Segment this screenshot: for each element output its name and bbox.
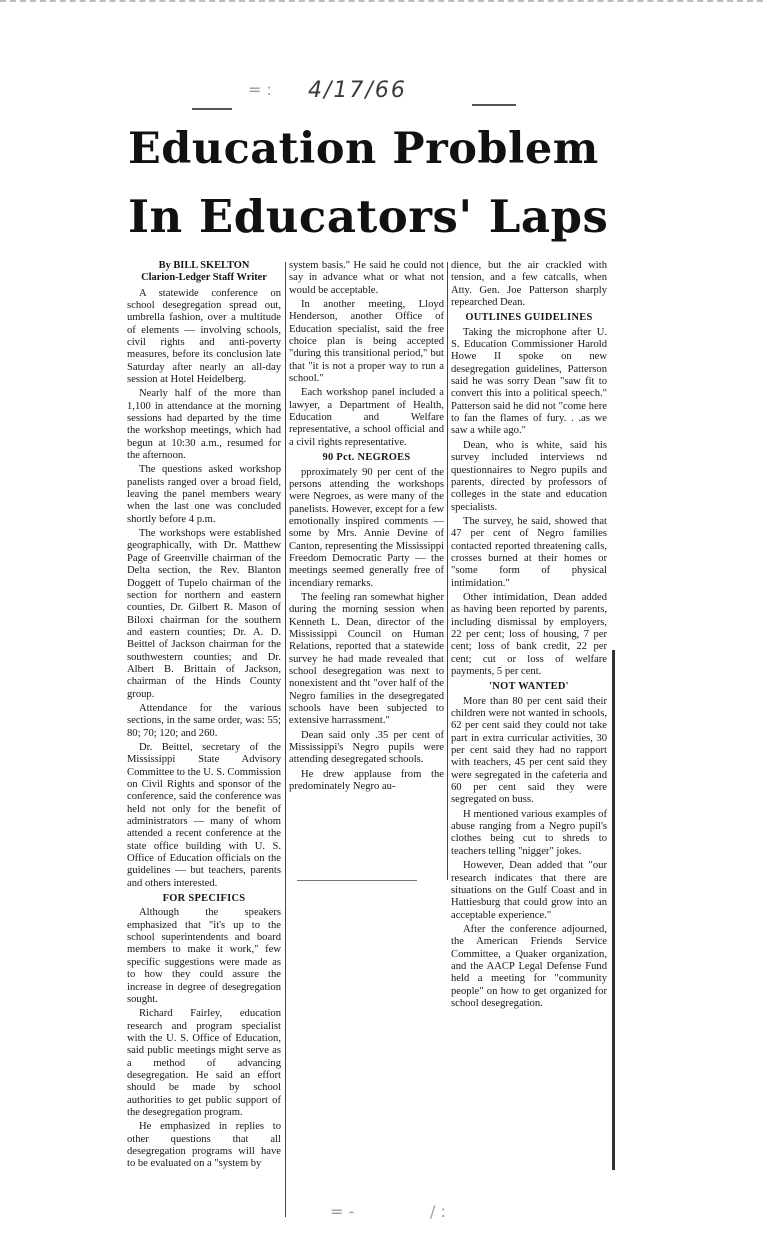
- clip-mark: [472, 104, 516, 106]
- paragraph: Taking the microphone after U. S. Education Commissioner Harold Howe II spoke on new desegregation guidelines, Patterson said he was sorry Dean "saw fit to convert this into a political speech." Patterson said he did not "come here to fan the flames of fury. . .as we saw a while ago.": [451, 326, 607, 437]
- paragraph: The feeling ran somewhat higher during the morning session when Kenneth L. Dean, director of the Mississippi Council on Human Relations, reported that a statewide survey he had made revealed that school desegregation was next to nonexistent and tht "over half of the Negro families in the desegregated schools have been subjected to extensive harrassment.": [289, 591, 444, 727]
- paragraph: Dean, who is white, said his survey included interviews nd questionnaires to Negro pupils and parents, directed by professors of colleges in the state and education specialists.: [451, 439, 607, 513]
- paragraph: He emphasized in replies to other questions that all desegregation programs will have to be evaluated on a "system by: [127, 1121, 281, 1170]
- paragraph: In another meeting, Lloyd Henderson, another Office of Education specialist, said the free choice plan is being accepted "during this transitional period," but that "it is not a proper way to run a school.": [289, 299, 444, 385]
- byline-name: By BILL SKELTON: [158, 260, 250, 271]
- margin-mark: = :: [248, 80, 272, 99]
- scan-edge: [0, 0, 763, 8]
- column-rule: [285, 262, 286, 1217]
- date-stamp: 4/17/66: [308, 78, 407, 103]
- paragraph: Attendance for the various sections, in the same order, was: 55; 80; 70; 120; and 260.: [127, 702, 281, 739]
- paragraph: The questions asked workshop panelists ranged over a broad field, leaving the panel members weary when the last one was concluded shortly before 4 p.m.: [127, 464, 281, 525]
- paragraph: pproximately 90 per cent of the persons attending the workshops were Negroes, as were many of the panelists. However, except for a few emotionally inspired comments — some by Mrs. Annie Devine of Canton, representing the Mississippi Freedom Democratic Party — the meetings seemed generally free of incendiary remarks.: [289, 466, 444, 589]
- paragraph: However, Dean added that "our research indicates that there are situations on the Gulf Coast and in Hattiesburg that could grow into an acceptable experience.": [451, 860, 607, 921]
- paragraph: Nearly half of the more than 1,100 in attendance at the morning sessions had departed by the time the workshop meetings, which had begun at 10:30 a.m., resumed for the afternoon.: [127, 388, 281, 462]
- paragraph: A statewide conference on school desegregation spread out, umbrella fashion, over a multitude of elements — involving schools, civil rights and anti-poverty measures, before its conclusion late Saturday after nearly an all-day session at Hotel Heidelberg.: [127, 287, 281, 385]
- margin-bar: [612, 650, 615, 1170]
- paragraph: Although the speakers emphasized that "it's up to the school superintendents and board members to make it work," few specific suggestions were made as to how they could assure the increase in degree of desegregation sought.: [127, 907, 281, 1005]
- headline-line-1: Education Problem: [128, 124, 599, 174]
- paragraph: Richard Fairley, education research and program specialist with the U. S. Office of Education, said public meetings might serve as a method of advancing desegregation. He said an effort should be made by school authorities to get public support of the desegregation program.: [127, 1008, 281, 1118]
- margin-mark: / :: [430, 1202, 446, 1221]
- paragraph: The workshops were established geographically, with Dr. Matthew Page of Greenville chairman of the Delta section, the Rev. Blanton Doggett of Tupelo chairman of the section for northern and eastern counties, Dr. Gilbert R. Mason of Biloxi chairman for the southern and eastern counties; Dr. A. D. Beittel of Jackson chairman for the southwestern counties; and Dr. Albert B. Brittain of Jackson, chairman of the Hinds County group.: [127, 528, 281, 700]
- paragraph: dience, but the air crackled with tension, and a few catcalls, when Atty. Gen. Joe Patterson sharply repearched Dean.: [451, 260, 607, 309]
- paragraph: H mentioned various examples of abuse ranging from a Negro pupil's clothes being cut to shreds to teachers telling "nigger" jokes.: [451, 808, 607, 857]
- clip-mark: [192, 108, 232, 110]
- column-3: [451, 260, 607, 1012]
- subheading: FOR SPECIFICS: [162, 893, 246, 905]
- headline-line-2: In Educators' Laps: [128, 190, 609, 243]
- paragraph: After the conference adjourned, the American Friends Service Committee, a Quaker organization, and the AACP Legal Defense Fund held a meeting for "community people" on how to get organized for school desegregation.: [451, 923, 607, 1009]
- paragraph: Dean said only .35 per cent of Mississippi's Negro pupils were attending desegregated schools.: [289, 729, 444, 766]
- column-end-rule: [297, 880, 417, 881]
- paragraph: He drew applause from the predominately Negro au-: [289, 768, 444, 793]
- subheading: OUTLINES GUIDELINES: [465, 312, 593, 324]
- byline-role: Clarion-Ledger Staff Writer: [141, 272, 267, 284]
- paragraph: The survey, he said, showed that 47 per cent of Negro families contacted reported threatening calls, crosses burned at their homes or "some form of physical intimidation.": [451, 515, 607, 589]
- paragraph: Dr. Beittel, secretary of the Mississippi State Advisory Committee to the U. S. Commission on Civil Rights and sponsor of the conference, said the conference was held not only for the benefit of administrators — many of whom attended a recent conference at the state office building with U. S. Office of Education officials on the guidelines — but teachers, parents and others interested.: [127, 741, 281, 889]
- column-1: [127, 260, 281, 1173]
- headline: [128, 115, 609, 251]
- paragraph: system basis." He said he could not say in advance what or what not would be acceptable.: [289, 260, 444, 296]
- paragraph: More than 80 per cent said their children were not wanted in schools, 62 per cent said they could not take part in extra curricular activities, 30 per cent said they had no rapport with teachers, 45 per cent said they were segregated in the cafeteria and 60 per cent said they were segregated on buss.: [451, 695, 607, 806]
- subheading: 'NOT WANTED': [489, 681, 569, 693]
- column-rule: [447, 262, 448, 880]
- margin-mark: = -: [330, 1202, 355, 1221]
- paragraph: Other intimidation, Dean added as having been reported by parents, including dismissal by employers, 22 per cent; loss of housing, 7 per cent; loss of bank credit, 22 per cent; cut or loss of welfare payments, 5 per cent.: [451, 591, 607, 677]
- column-2: [289, 260, 444, 795]
- subheading: 90 Pct. NEGROES: [322, 452, 411, 464]
- paragraph: Each workshop panel included a lawyer, a Department of Health, Education and Welfare representative, a school official and a civil rights representative.: [289, 387, 444, 448]
